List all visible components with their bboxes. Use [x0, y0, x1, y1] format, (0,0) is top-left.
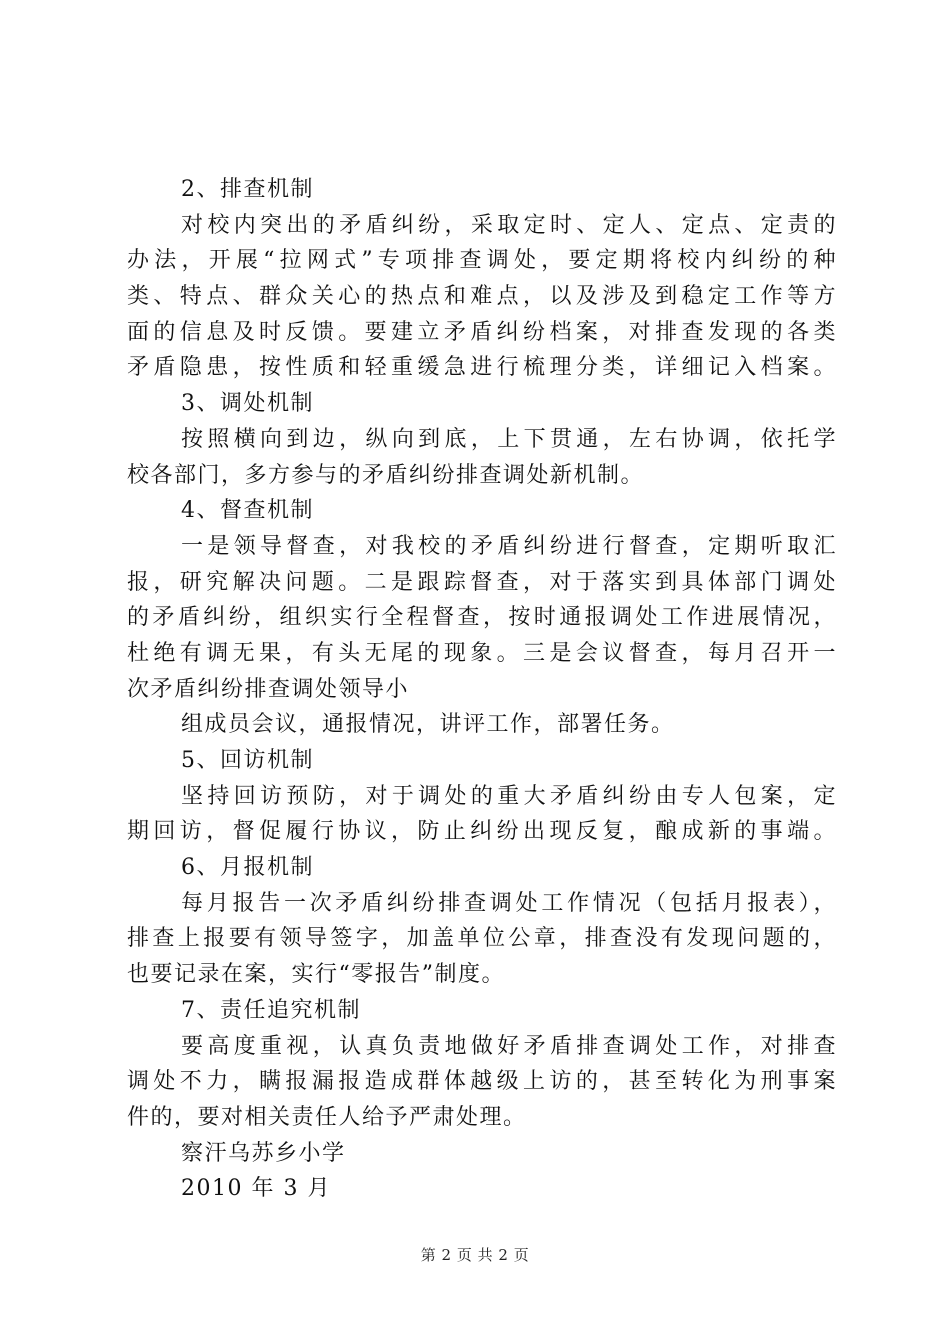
text-line: 7、责任追究机制: [181, 997, 361, 1023]
text-line: 一是领导督查，对我校的矛盾纠纷进行督查，定期听取汇: [181, 533, 837, 559]
text-line: 报，研究解决问题。二是跟踪督查，对于落实到具体部门调处: [127, 569, 837, 595]
text-line: 坚持回访预防，对于调处的重大矛盾纠纷由专人包案，定: [181, 783, 837, 809]
page-footer: 第 2 页 共 2 页: [420, 1246, 530, 1264]
text-line: 对校内突出的矛盾纠纷，采取定时、定人、定点、定责的: [181, 212, 837, 238]
text-line: 杜绝有调无果，有头无尾的现象。三是会议督查，每月召开一: [127, 640, 837, 666]
text-line: 排查上报要有领导签字，加盖单位公章，排查没有发现问题的，: [127, 926, 837, 952]
text-line: 矛盾隐患，按性质和轻重缓急进行梳理分类，详细记入档案。: [127, 355, 837, 381]
text-line: 面的信息及时反馈。要建立矛盾纠纷档案，对排查发现的各类: [127, 319, 837, 345]
text-line: 3、调处机制: [181, 391, 314, 417]
text-line: 次矛盾纠纷排查调处领导小: [127, 676, 410, 702]
text-line: 组成员会议，通报情况，讲评工作，部署任务。: [181, 712, 675, 738]
text-line: 2010 年 3 月: [181, 1176, 331, 1202]
text-line: 按照横向到边，纵向到底，上下贯通，左右协调，依托学: [181, 426, 837, 452]
text-line: 察汗乌苏乡小学: [181, 1140, 346, 1166]
text-line: 的矛盾纠纷，组织实行全程督查，按时通报调处工作进展情况，: [127, 605, 837, 631]
text-line: 件的，要对相关责任人给予严肃处理。: [127, 1104, 527, 1130]
text-line: 2、排查机制: [181, 177, 314, 202]
text-line: 5、回访机制: [181, 748, 314, 773]
text-line: 每月报告一次矛盾纠纷排查调处工作情况（包括月报表），: [181, 890, 837, 916]
text-line: 要高度重视，认真负责地做好矛盾排查调处工作，对排查: [181, 1033, 837, 1059]
text-line: 调处不力，瞒报漏报造成群体越级上访的，甚至转化为刑事案: [127, 1069, 837, 1095]
text-line: 6、月报机制: [181, 855, 314, 881]
text-line: 办法，开展“拉网式”专项排查调处，要定期将校内纠纷的种: [127, 248, 837, 274]
text-line: 校各部门，多方参与的矛盾纠纷排查调处新机制。: [127, 462, 645, 488]
document-body: [127, 172, 837, 1207]
text-line: 类、特点、群众关心的热点和难点，以及涉及到稳定工作等方: [127, 284, 837, 310]
text-line: 4、督查机制: [181, 498, 314, 524]
text-line: 也要记录在案，实行“零报告”制度。: [127, 962, 505, 988]
text-line: 期回访，督促履行协议，防止纠纷出现反复，酿成新的事端。: [127, 819, 837, 845]
